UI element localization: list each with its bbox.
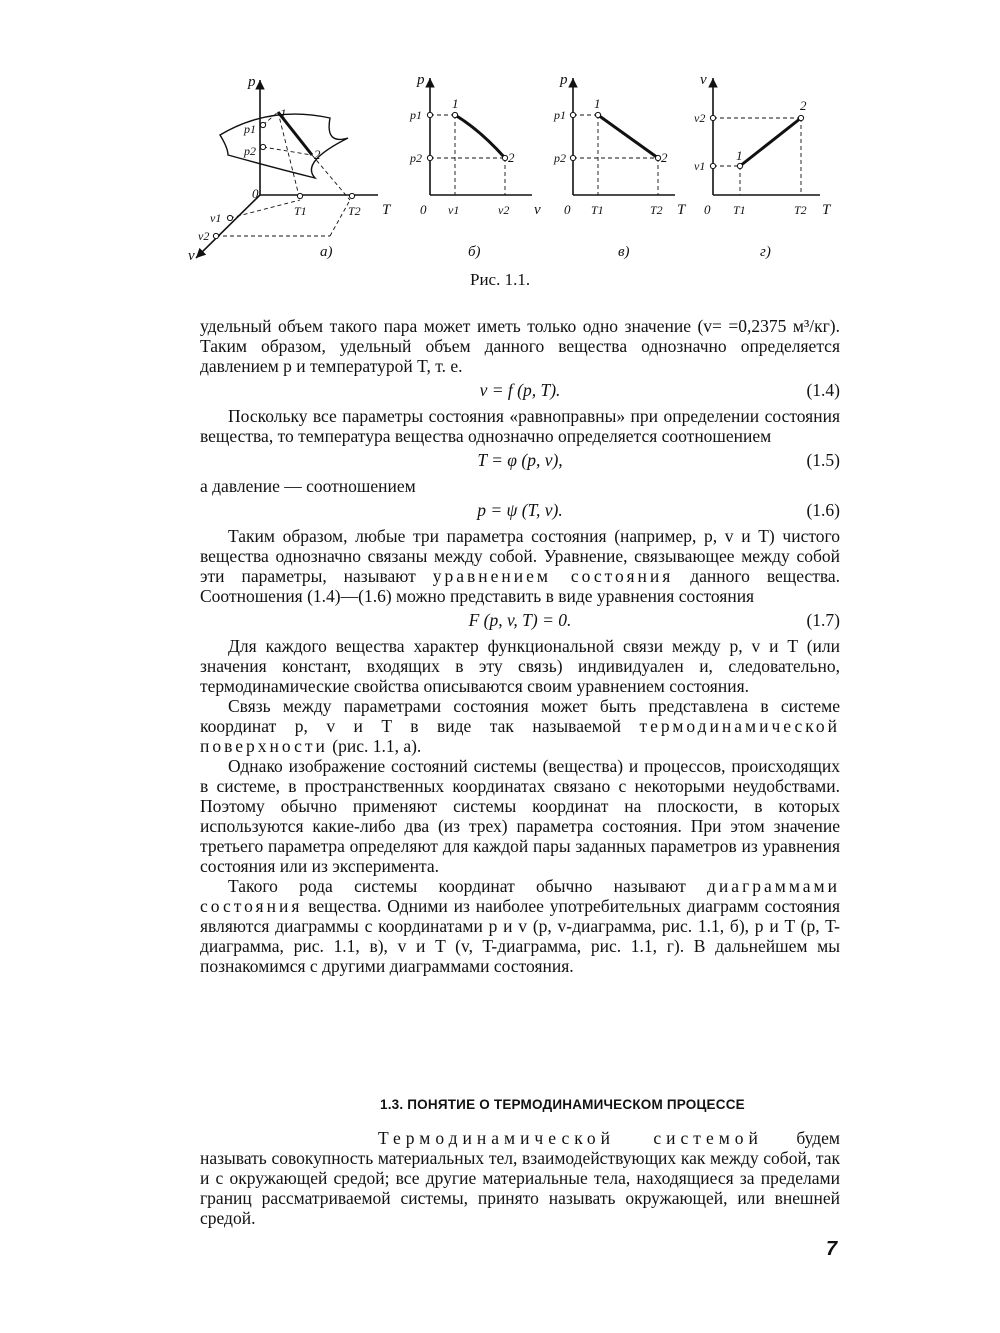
equation-number: (1.7) xyxy=(806,610,840,630)
equation-number: (1.5) xyxy=(806,450,840,470)
v-x2: T2 xyxy=(650,203,663,217)
b-x-axis: v xyxy=(534,202,541,218)
g-point-1: 1 xyxy=(736,148,743,163)
equation-number: (1.4) xyxy=(806,380,840,400)
a-T1: T1 xyxy=(294,204,307,218)
equation-1-6 xyxy=(200,500,840,522)
term-equation-of-state: уравнением состояния xyxy=(432,566,674,586)
g-y-axis: v xyxy=(700,72,707,88)
a-label: а) xyxy=(320,244,333,260)
paragraph-6-text-c: (рис. 1.1, а). xyxy=(332,736,422,756)
g-y1: v2 xyxy=(694,111,706,125)
paragraph-9-text: будем называть совокупность материальных тел, взаимодействующих как между собой, так и с окружающей средой; все другие материальные тела, находящиеся за пределами границ рассматриваемой системы, принято называть окружающей, или внешней средой. xyxy=(200,1128,840,1228)
v-origin: 0 xyxy=(564,202,571,217)
equation-formula: T = φ (p, v), xyxy=(477,450,563,470)
equation-formula: v = f (p, T). xyxy=(479,380,561,400)
figure-1-1 xyxy=(180,60,850,300)
paragraph-6-text-a: Связь между параметрами состояния может быть представлена в системе координат p, v и T в виде так называемой xyxy=(200,696,840,736)
g-point-2: 2 xyxy=(800,98,807,113)
paragraph-2: Поскольку все параметры состояния «равноправны» при определении состояния вещества, то температура вещества однозначно определяется соотношением xyxy=(200,406,840,446)
b-label: б) xyxy=(468,244,481,260)
v-y-axis: p xyxy=(560,72,568,88)
v-point-2: 2 xyxy=(661,150,668,165)
figure-caption: Рис. 1.1. xyxy=(470,270,531,289)
body-text xyxy=(200,316,840,976)
paragraph-1: удельный объем такого пара может иметь только одно значение (v= =0,2375 м³/кг). Таким образом, удельный объем данного вещества однозначно определяется давлением p и температурой T, т. е. xyxy=(200,316,840,376)
v-y1: p1 xyxy=(554,108,566,122)
section-heading: 1.3. ПОНЯТИЕ О ТЕРМОДИНАМИЧЕСКОМ ПРОЦЕССЕ xyxy=(380,1097,745,1112)
section-text xyxy=(200,1128,840,1228)
a-T2: T2 xyxy=(348,204,361,218)
term-thermodynamic-system: Термодинамической системой xyxy=(378,1128,763,1148)
b-x1: v1 xyxy=(448,203,460,217)
subfigure-a xyxy=(188,74,392,264)
a-point-1: 1 xyxy=(280,106,287,121)
b-point-1: 1 xyxy=(452,96,459,111)
equation-1-4 xyxy=(200,380,840,402)
a-point-2: 2 xyxy=(314,147,321,162)
b-x2: v2 xyxy=(498,203,510,217)
paragraph-8 xyxy=(200,876,840,976)
paragraph-4 xyxy=(200,526,840,606)
term-state-diagrams: диаграммами состояния xyxy=(200,876,840,916)
a-origin: 0 xyxy=(252,186,259,201)
v-y2: p2 xyxy=(554,151,566,165)
a-axis-p: p xyxy=(248,74,256,90)
subfigure-b xyxy=(409,72,541,260)
equation-1-5 xyxy=(200,450,840,472)
b-y-axis: p xyxy=(417,72,425,88)
subfigure-v xyxy=(553,72,687,260)
v-point-1: 1 xyxy=(594,96,601,111)
paragraph-7: Однако изображение состояний системы (вещества) и процессов, происходящих в системе, в пространственных координатах связано с некоторыми неудобствами. Поэтому обычно применяют системы координат на плоскости, в которых используются какие-либо два (из трех) параметра состояния. При этом значение третьего параметра определяют для каждой пары заданных параметров из уравнения состояния или из эксперимента. xyxy=(200,756,840,876)
a-p2: p2 xyxy=(244,144,256,158)
g-x-axis: T xyxy=(822,202,831,218)
b-origin: 0 xyxy=(420,202,427,217)
a-axis-T: T xyxy=(382,202,391,218)
b-y2: p2 xyxy=(410,151,422,165)
v-x1: T1 xyxy=(591,203,604,217)
process-line-g xyxy=(740,118,801,166)
paragraph-9 xyxy=(200,1128,840,1228)
process-line-b xyxy=(455,115,505,158)
paragraph-4-text-c: данного вещества. Соотношения (1.4)—(1.6) можно представить в виде уравнения состояния xyxy=(200,566,841,606)
paragraph-6 xyxy=(200,696,840,756)
v-label: в) xyxy=(618,244,630,260)
process-line-v xyxy=(598,115,658,158)
paragraph-8-text-a: Такого рода системы координат обычно называют xyxy=(228,876,686,896)
g-label: г) xyxy=(760,244,771,260)
b-y1: p1 xyxy=(410,108,422,122)
paragraph-8-text-c: вещества. Одними из наиболее употребительных диаграмм состояния являются диаграммы с координатами p и v (p, v-диаграмма, рис. 1.1, б), p и T (p, T-диаграмма, рис. 1.1, в), v и T (v, T-диаграмма, рис. 1.1, г). В дальнейшем мы познакомимся с другими диаграммами состояния. xyxy=(200,896,840,976)
a-v1: v1 xyxy=(210,211,222,225)
g-x2: T2 xyxy=(794,203,807,217)
subfigure-g xyxy=(694,72,832,260)
equation-1-7 xyxy=(200,610,840,632)
a-p1: p1 xyxy=(244,122,256,136)
surface xyxy=(220,114,348,178)
equation-formula: F (p, v, T) = 0. xyxy=(468,610,572,630)
a-v2: v2 xyxy=(198,229,210,243)
g-y2: v1 xyxy=(694,159,706,173)
equation-number: (1.6) xyxy=(806,500,840,520)
paragraph-4-text-a: Таким образом, любые три параметра состояния (например, p, v и T) чистого вещества однозначно связаны между собой. Уравнение, связывающее между собой эти параметры, называют xyxy=(200,526,840,586)
paragraph-3: а давление — соотношением xyxy=(200,476,416,496)
b-point-2: 2 xyxy=(508,150,515,165)
page-number: 7 xyxy=(826,1238,838,1260)
a-axis-v: v xyxy=(188,248,195,264)
g-x1: T1 xyxy=(733,203,746,217)
equation-formula: p = ψ (T, v). xyxy=(477,500,563,520)
figure-1-1-drawing xyxy=(180,60,850,300)
v-x-axis: T xyxy=(677,202,686,218)
paragraph-5: Для каждого вещества характер функциональной связи между p, v и T (или значения констант, входящих в эту связь) индивидуален и, следовательно, термодинамические свойства описываются своим уравнением состояния. xyxy=(200,636,840,696)
g-origin: 0 xyxy=(704,202,711,217)
term-thermodynamic-surface: термодинамической поверхности xyxy=(200,716,840,756)
